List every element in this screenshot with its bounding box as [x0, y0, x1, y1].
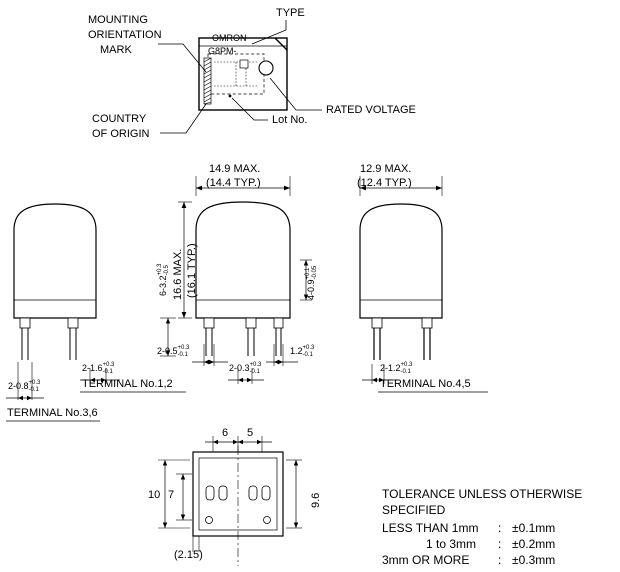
tol-plus: +0.1 — [305, 267, 311, 280]
bottom-dim-5 — [247, 427, 253, 439]
front-dim-1-2-label: 1.2 — [290, 345, 303, 356]
tol-plus: +0.3 — [249, 362, 262, 368]
callout-mounting-orientation-mark-line2 — [88, 29, 162, 41]
callout-lot-no — [272, 114, 307, 126]
tolerance-value: ±0.2mm — [512, 537, 556, 551]
callout-line: RATED VOLTAGE — [326, 104, 416, 116]
tolerance-sep: : — [498, 521, 502, 535]
callout-country-of-origin-line2 — [92, 128, 149, 140]
case-model-label: G8PM- — [208, 46, 237, 56]
tolerance-range: LESS THAN 1mm — [382, 521, 479, 535]
bottom-dim-2-15 — [174, 549, 203, 561]
case-model-text — [208, 46, 237, 56]
left-terminal-label — [7, 407, 98, 419]
front-dim-2-1-6 — [82, 362, 114, 375]
case-brand-text — [212, 33, 247, 43]
tolerance-row-1-value — [512, 538, 555, 550]
front-dim-2-0-5 — [157, 345, 189, 358]
front-dim-2-0-3-label: 2-0.3 — [229, 362, 250, 373]
bottom-dim-10-label: 10 — [148, 489, 161, 501]
front-dim-6-3-2-label: 6-3.2 — [157, 275, 168, 296]
tol-plus: +0.3 — [28, 380, 41, 386]
side-terminal-label — [380, 378, 471, 390]
bottom-dim-10 — [148, 489, 160, 501]
front-dim-1-2 — [290, 345, 314, 358]
front-terminal-label — [82, 378, 173, 390]
front-terminal-text: TERMINAL No.1,2 — [82, 378, 173, 390]
callout-rated-voltage — [326, 104, 416, 116]
bottom-view-graphic — [158, 436, 302, 566]
tolerance-value: ±0.3mm — [512, 553, 556, 567]
bottom-dim-6-label: 6 — [222, 427, 229, 439]
side-width-typ — [357, 177, 412, 189]
tol-plus: +0.3 — [157, 263, 163, 276]
side-view-graphic — [360, 176, 488, 392]
bottom-dim-7 — [168, 489, 174, 501]
front-width-typ-label: (14.4 TYP.) — [206, 177, 261, 189]
front-height-typ-label: (16.1 TYP.) — [186, 243, 198, 298]
bottom-dim-9-6-label: 9.6 — [310, 492, 322, 508]
callout-line: TYPE — [276, 7, 305, 19]
tol-minus: -0.1 — [249, 368, 260, 375]
callout-line: MARK — [100, 44, 132, 56]
callout-type — [276, 7, 305, 19]
front-dim-4-0-9 — [305, 266, 318, 300]
callout-line: ORIENTATION — [88, 29, 162, 41]
callout-mounting-orientation-mark-line3 — [100, 44, 132, 56]
front-height-max-label: 16.6 MAX. — [172, 248, 184, 300]
tolerance-range: 3mm OR MORE — [382, 553, 470, 567]
left-terminal-text: TERMINAL No.3,6 — [7, 407, 98, 419]
callout-line: COUNTRY — [92, 113, 147, 125]
left-dim-2-0-8 — [8, 380, 40, 393]
side-width-max — [360, 163, 411, 175]
side-width-typ-label: (12.4 TYP.) — [357, 177, 412, 189]
bottom-dim-9-6 — [310, 493, 322, 508]
callout-line: OF ORIGIN — [92, 128, 150, 140]
tol-minus: -0.05 — [311, 265, 318, 280]
tolerance-sep: : — [498, 537, 502, 551]
tolerance-row-0-range — [382, 522, 478, 534]
callout-line: Lot No. — [272, 114, 308, 126]
front-width-typ — [206, 177, 261, 189]
tol-plus: +0.3 — [400, 362, 413, 368]
callout-line: MOUNTING — [88, 14, 148, 26]
tolerance-range: 1 to 3mm — [426, 537, 477, 551]
side-dim-2-1-2 — [380, 362, 412, 375]
tolerance-value: ±0.1mm — [512, 521, 556, 535]
tolerance-row-2-sep — [498, 554, 501, 566]
front-height-typ — [186, 243, 198, 298]
tolerance-row-1-range — [426, 538, 476, 550]
tol-minus: -0.1 — [400, 368, 411, 375]
tolerance-sep: : — [498, 553, 502, 567]
tolerance-row-0-value — [512, 522, 555, 534]
tol-minus: -0.1 — [28, 386, 39, 393]
front-height-max — [172, 249, 184, 300]
front-dim-6-3-2 — [157, 264, 170, 296]
front-dim-2-0-3 — [229, 362, 261, 375]
tol-plus: +0.3 — [177, 345, 190, 351]
front-dim-2-0-5-label: 2-0.5 — [157, 345, 178, 356]
callout-country-of-origin — [92, 113, 146, 125]
bottom-dim-2-15-label: (2.15) — [174, 549, 203, 561]
front-width-max-label: 14.9 MAX. — [209, 163, 261, 175]
tolerance-row-2-range — [382, 554, 469, 566]
tolerance-heading-line2 — [382, 504, 445, 516]
tol-minus: -0.1 — [177, 351, 188, 358]
tolerance-row-0-sep — [498, 522, 501, 534]
front-dim-4-0-9-label: 4-0.9 — [305, 279, 316, 300]
tol-plus: +0.3 — [102, 362, 115, 368]
tolerance-row-2-value — [512, 554, 555, 566]
tol-minus: -0.1 — [102, 368, 113, 375]
side-terminal-text: TERMINAL No.4,5 — [380, 378, 471, 390]
left-dim-2-0-8-label: 2-0.8 — [8, 380, 29, 391]
tol-minus: -0.5 — [163, 265, 170, 276]
tolerance-heading-text: TOLERANCE UNLESS OTHERWISE — [382, 487, 583, 501]
side-dim-2-1-2-label: 2-1.2 — [380, 362, 401, 373]
side-width-max-label: 12.9 MAX. — [360, 163, 412, 175]
tolerance-row-1-sep — [498, 538, 501, 550]
bottom-dim-6 — [222, 427, 228, 439]
case-brand-label: OMRON — [212, 33, 247, 43]
tolerance-heading-line1 — [382, 488, 582, 500]
tol-plus: +0.3 — [302, 345, 315, 351]
tol-minus: -0.1 — [302, 351, 313, 358]
callout-mounting-orientation-mark — [88, 14, 148, 26]
bottom-dim-7-label: 7 — [168, 489, 175, 501]
bottom-dim-5-label: 5 — [247, 427, 254, 439]
front-dim-2-1-6-label: 2-1.6 — [82, 362, 103, 373]
front-width-max — [209, 163, 260, 175]
tolerance-heading-text2: SPECIFIED — [382, 503, 446, 517]
